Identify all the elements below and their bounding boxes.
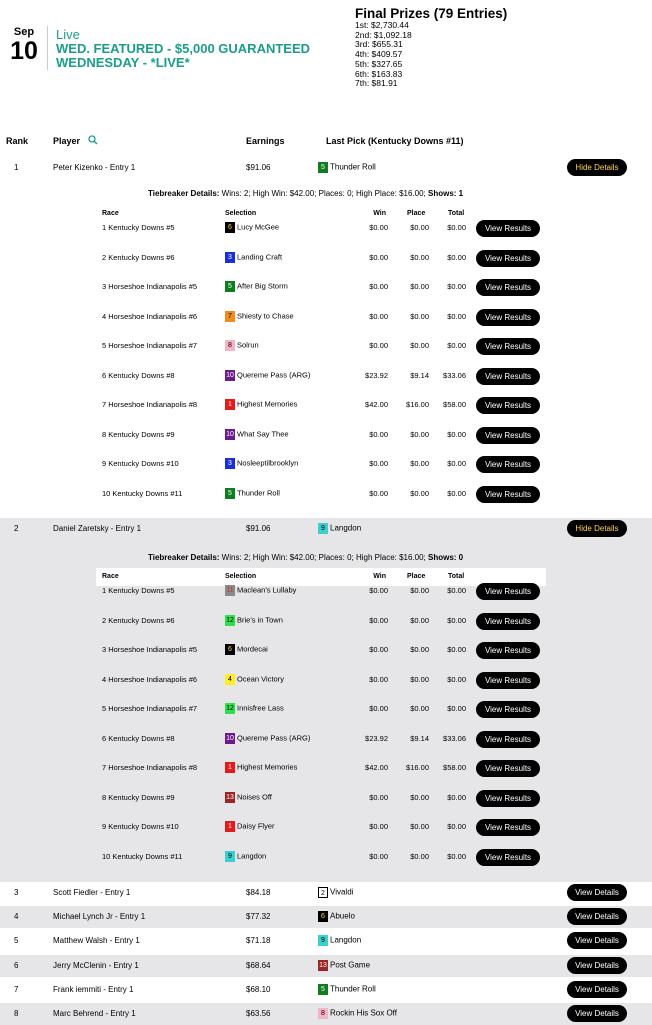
tiebreaker-body: Wins: 2; High Win: $42.00; Places: 0; High Place: $16.00;	[219, 553, 426, 562]
last-pick	[318, 523, 361, 534]
race-name: 3 Horseshoe Indianapolis #5	[102, 282, 198, 291]
shows-value: 1	[456, 189, 464, 198]
prize-line: 2nd: $1,092.18	[355, 29, 412, 40]
place-amount: $0.00	[410, 704, 429, 713]
selection-name: Nosleeptilbrooklyn	[237, 458, 299, 468]
place-amount: $0.00	[410, 430, 429, 439]
selection-name: After Big Storm	[237, 281, 288, 291]
saddlecloth-number: 5	[225, 488, 235, 499]
saddlecloth-number: 9	[318, 935, 328, 946]
player-name: Frank iemmiti - Entry 1	[53, 985, 134, 994]
hide-details-button[interactable]: Hide Details	[567, 520, 627, 537]
selection-name: Quereme Pass (ARG)	[237, 733, 311, 743]
win-amount: $0.00	[369, 822, 388, 831]
race-name: 2 Kentucky Downs #6	[102, 616, 175, 625]
view-results-button[interactable]: View Results	[476, 790, 540, 807]
rank: 7	[14, 985, 19, 994]
saddlecloth-number: 1	[225, 399, 235, 410]
race-selection	[225, 252, 282, 263]
tiebreaker-label: Tiebreaker Details:	[148, 553, 220, 562]
win-amount: $0.00	[369, 430, 388, 439]
race-name: 2 Kentucky Downs #6	[102, 253, 175, 262]
total-amount: $0.00	[447, 675, 466, 684]
place-amount: $0.00	[410, 223, 429, 232]
total-amount: $0.00	[447, 282, 466, 291]
event-title: WED. FEATURED - $5,000 GUARANTEED WEDNESDAY - *LIVE*	[56, 41, 311, 70]
race-row	[0, 279, 652, 297]
last-pick	[318, 1008, 397, 1019]
rank: 8	[14, 1009, 19, 1018]
pick-name: Langdon	[330, 935, 362, 945]
total-amount: $0.00	[447, 586, 466, 595]
saddlecloth-number: 10	[226, 735, 234, 742]
win-amount: $0.00	[369, 586, 388, 595]
earnings: $91.06	[246, 524, 271, 533]
view-details-button[interactable]: View Details	[567, 908, 627, 925]
race-row	[0, 672, 652, 690]
race-row	[0, 701, 652, 719]
event-header	[0, 0, 652, 110]
earnings-header: Earnings	[246, 136, 285, 146]
rank: 3	[14, 888, 19, 897]
view-results-button[interactable]: View Results	[476, 309, 540, 326]
table-row	[0, 518, 652, 540]
saddlecloth-number: 2	[318, 887, 328, 898]
race-name: 5 Horseshoe Indianapolis #7	[102, 704, 198, 713]
race-selection	[225, 429, 289, 440]
race-name: 7 Horseshoe Indianapolis #8	[102, 763, 198, 772]
table-row	[0, 955, 652, 977]
tiebreaker-details	[148, 553, 463, 562]
selection-name: Langdon	[237, 851, 267, 861]
view-results-button[interactable]: View Results	[476, 672, 540, 689]
total-amount: $0.00	[447, 645, 466, 654]
selection-name: Thunder Roll	[237, 488, 280, 498]
race-name: 5 Horseshoe Indianapolis #7	[102, 341, 198, 350]
race-selection	[225, 585, 296, 596]
last-pick-header: Last Pick (Kentucky Downs #11)	[326, 136, 464, 146]
race-row	[0, 790, 652, 808]
race-row	[0, 368, 652, 386]
earnings: $68.10	[246, 985, 271, 994]
saddlecloth-number: 5	[318, 162, 328, 173]
race-name: 1 Kentucky Downs #5	[102, 223, 175, 232]
win-amount: $0.00	[369, 253, 388, 262]
event-month: Sep	[13, 26, 35, 38]
saddlecloth-number: 5	[318, 984, 328, 995]
prize-line: 6th: $163.83	[355, 68, 403, 79]
view-results-button[interactable]: View Results	[476, 701, 540, 718]
saddlecloth-number: 11	[226, 587, 234, 594]
saddlecloth-number: 6	[225, 644, 235, 655]
win-amount: $23.92	[365, 371, 388, 380]
selection-col-header: Selection	[225, 573, 257, 580]
race-selection	[225, 488, 280, 499]
race-selection	[225, 762, 297, 773]
race-name: 7 Horseshoe Indianapolis #8	[102, 400, 198, 409]
race-selection	[225, 674, 284, 685]
saddlecloth-number: 9	[225, 851, 235, 862]
earnings: $71.18	[246, 936, 271, 945]
view-results-button[interactable]: View Results	[476, 731, 540, 748]
last-pick	[318, 960, 370, 971]
race-selection	[225, 340, 259, 351]
win-amount: $0.00	[369, 459, 388, 468]
selection-name: Brie's in Town	[237, 615, 283, 625]
saddlecloth-number: 6	[225, 222, 235, 233]
table-row	[0, 1003, 652, 1025]
total-amount: $0.00	[447, 822, 466, 831]
race-selection	[225, 821, 275, 832]
place-amount: $9.14	[410, 734, 429, 743]
win-amount: $0.00	[369, 793, 388, 802]
race-name: 1 Kentucky Downs #5	[102, 586, 175, 595]
total-amount: $0.00	[447, 341, 466, 350]
rank: 4	[14, 912, 19, 921]
selection-name: Highest Memories	[237, 762, 298, 772]
place-amount: $0.00	[410, 341, 429, 350]
race-col-header: Race	[102, 573, 119, 580]
total-amount: $0.00	[447, 253, 466, 262]
win-amount: $42.00	[365, 400, 388, 409]
race-row	[0, 486, 652, 504]
view-results-button[interactable]: View Results	[476, 338, 540, 355]
selection-name: What Say Thee	[237, 429, 289, 439]
place-amount: $0.00	[410, 282, 429, 291]
total-amount: $58.00	[443, 400, 466, 409]
place-amount: $0.00	[410, 793, 429, 802]
table-row	[0, 906, 652, 928]
total-amount: $0.00	[447, 430, 466, 439]
divider	[47, 26, 48, 70]
pick-name: Thunder Roll	[330, 984, 376, 994]
total-amount: $0.00	[447, 616, 466, 625]
race-row	[0, 220, 652, 238]
saddlecloth-number: 10	[226, 431, 234, 438]
player-name: Marc Behrend - Entry 1	[53, 1009, 136, 1018]
pick-name: Thunder Roll	[330, 162, 376, 172]
last-pick	[318, 911, 355, 922]
race-selection	[225, 399, 297, 410]
win-amount: $0.00	[369, 341, 388, 350]
race-selection	[225, 644, 268, 655]
saddlecloth-number: 12	[226, 617, 234, 624]
selection-name: Solrun	[237, 340, 259, 350]
view-details-button[interactable]: View Details	[567, 932, 627, 949]
prize-line: 5th: $327.65	[355, 58, 403, 69]
race-row	[0, 849, 652, 867]
earnings: $63.56	[246, 1009, 271, 1018]
place-amount: $16.00	[406, 400, 429, 409]
view-results-button[interactable]: View Results	[476, 486, 540, 503]
selection-name: Highest Memories	[237, 399, 298, 409]
total-amount: $0.00	[447, 704, 466, 713]
shows-label: Shows:	[425, 189, 457, 198]
race-name: 3 Horseshoe Indianapolis #5	[102, 645, 198, 654]
total-col-header: Total	[448, 210, 465, 217]
race-name: 8 Kentucky Downs #9	[102, 793, 175, 802]
view-results-button[interactable]: View Results	[476, 279, 540, 296]
race-row	[0, 309, 652, 327]
pick-name: Rockin His Sox Off	[330, 1008, 397, 1018]
race-name: 10 Kentucky Downs #11	[102, 489, 183, 498]
total-amount: $33.06	[443, 734, 466, 743]
saddlecloth-number: 4	[225, 674, 235, 685]
view-details-button[interactable]: View Details	[567, 1005, 627, 1022]
player-name: Michael Lynch Jr - Entry 1	[53, 912, 146, 921]
win-amount: $42.00	[365, 763, 388, 772]
rank: 6	[14, 961, 19, 970]
shows-value: 0	[456, 553, 464, 562]
win-amount: $0.00	[369, 704, 388, 713]
selection-name: Shiesty to Chase	[237, 311, 294, 321]
win-col-header: Win	[373, 573, 386, 580]
total-amount: $0.00	[447, 459, 466, 468]
view-results-button[interactable]: View Results	[476, 760, 540, 777]
saddlecloth-number: 10	[226, 372, 234, 379]
view-results-button[interactable]: View Results	[476, 849, 540, 866]
place-amount: $0.00	[410, 312, 429, 321]
search-icon[interactable]	[88, 135, 98, 147]
selection-name: Daisy Flyer	[237, 821, 275, 831]
race-row	[0, 397, 652, 415]
view-results-button[interactable]: View Results	[476, 250, 540, 267]
race-name: 6 Kentucky Downs #8	[102, 734, 175, 743]
total-amount: $58.00	[443, 763, 466, 772]
selection-col-header: Selection	[225, 210, 257, 217]
win-amount: $0.00	[369, 675, 388, 684]
win-col-header: Win	[373, 210, 386, 217]
view-details-button[interactable]: View Details	[567, 884, 627, 901]
table-row	[0, 882, 652, 904]
win-amount: $23.92	[365, 734, 388, 743]
event-date	[8, 26, 40, 64]
selection-name: Lucy McGee	[237, 222, 280, 232]
rank-header: Rank	[6, 136, 29, 146]
race-selection	[225, 792, 272, 803]
win-amount: $0.00	[369, 312, 388, 321]
race-row	[0, 338, 652, 356]
selection-name: Ocean Victory	[237, 674, 284, 684]
place-amount: $0.00	[410, 852, 429, 861]
race-name: 4 Horseshoe Indianapolis #6	[102, 312, 198, 321]
race-selection	[225, 615, 283, 626]
tiebreaker-label: Tiebreaker Details:	[148, 189, 220, 198]
win-amount: $0.00	[369, 852, 388, 861]
saddlecloth-number: 13	[319, 962, 327, 969]
race-row	[0, 760, 652, 778]
player-name: Scott Fiedler - Entry 1	[53, 888, 131, 897]
prize-line: 1st: $2,730.44	[355, 20, 409, 30]
player-name: Peter Kizenko - Entry 1	[53, 163, 136, 172]
race-name: 9 Kentucky Downs #10	[102, 459, 179, 468]
win-amount: $0.00	[369, 223, 388, 232]
race-selection	[225, 733, 310, 744]
saddlecloth-number: 9	[318, 523, 328, 534]
selection-name: Noises Off	[237, 792, 272, 802]
saddlecloth-number: 3	[225, 252, 235, 263]
saddlecloth-number: 13	[226, 794, 234, 801]
saddlecloth-number: 5	[225, 281, 235, 292]
view-results-button[interactable]: View Results	[476, 220, 540, 237]
rank: 5	[14, 936, 19, 945]
race-col-header: Race	[102, 210, 119, 217]
pick-name: Post Game	[330, 960, 371, 970]
place-amount: $0.00	[410, 675, 429, 684]
view-results-button[interactable]: View Results	[476, 819, 540, 836]
total-amount: $33.06	[443, 371, 466, 380]
last-pick	[318, 162, 376, 173]
view-details-button[interactable]: View Details	[567, 957, 627, 974]
race-selection	[225, 311, 294, 322]
race-row	[0, 427, 652, 445]
place-amount: $0.00	[410, 616, 429, 625]
race-selection	[225, 458, 298, 469]
win-amount: $0.00	[369, 645, 388, 654]
rank: 1	[14, 163, 19, 172]
last-pick	[318, 984, 376, 995]
place-col-header: Place	[407, 210, 426, 217]
player-name: Matthew Walsh - Entry 1	[53, 936, 140, 945]
last-pick	[318, 935, 361, 946]
view-results-button[interactable]: View Results	[476, 583, 540, 600]
view-results-button[interactable]: View Results	[476, 642, 540, 659]
prizes-title: Final Prizes (79 Entries)	[355, 6, 508, 21]
race-name: 9 Kentucky Downs #10	[102, 822, 179, 831]
selection-name: Innisfree Lass	[237, 703, 284, 713]
place-amount: $0.00	[410, 459, 429, 468]
hide-details-button[interactable]: Hide Details	[567, 159, 627, 176]
race-selection	[225, 851, 266, 862]
race-name: 10 Kentucky Downs #11	[102, 852, 183, 861]
win-amount: $0.00	[369, 616, 388, 625]
table-row	[0, 979, 652, 1001]
table-row	[0, 157, 652, 179]
place-amount: $0.00	[410, 253, 429, 262]
race-row	[0, 250, 652, 268]
race-row	[0, 613, 652, 631]
race-name: 8 Kentucky Downs #9	[102, 430, 175, 439]
selection-name: Quereme Pass (ARG)	[237, 370, 311, 380]
earnings: $84.18	[246, 888, 271, 897]
prize-line: 7th: $81.91	[355, 78, 398, 89]
place-col-header: Place	[407, 573, 426, 580]
race-selection	[225, 703, 284, 714]
event-status: Live	[56, 27, 80, 42]
race-selection	[225, 222, 279, 233]
place-amount: $9.14	[410, 371, 429, 380]
tiebreaker-body: Wins: 2; High Win: $42.00; Places: 0; High Place: $16.00;	[219, 189, 426, 198]
pick-name: Vivaldi	[330, 887, 354, 897]
selection-name: Maclean's Lullaby	[237, 585, 297, 595]
saddlecloth-number: 12	[226, 705, 234, 712]
earnings: $77.32	[246, 912, 271, 921]
place-amount: $0.00	[410, 489, 429, 498]
total-amount: $0.00	[447, 223, 466, 232]
selection-name: Mordecai	[237, 644, 268, 654]
saddlecloth-number: 8	[225, 340, 235, 351]
event-info	[56, 27, 326, 70]
place-amount: $16.00	[406, 763, 429, 772]
saddlecloth-number: 1	[225, 762, 235, 773]
player-name: Jerry McClenin - Entry 1	[53, 961, 139, 970]
earnings: $68.64	[246, 961, 271, 970]
tiebreaker-details	[148, 189, 463, 198]
race-selection	[225, 370, 310, 381]
view-results-button[interactable]: View Results	[476, 427, 540, 444]
place-amount: $0.00	[410, 645, 429, 654]
race-row	[0, 583, 652, 601]
pick-name: Langdon	[330, 523, 362, 533]
prize-line: 3rd: $655.31	[355, 39, 403, 50]
race-row	[0, 642, 652, 660]
view-results-button[interactable]: View Results	[476, 397, 540, 414]
win-amount: $0.00	[369, 282, 388, 291]
total-amount: $0.00	[447, 793, 466, 802]
view-results-button[interactable]: View Results	[476, 456, 540, 473]
place-amount: $0.00	[410, 822, 429, 831]
earnings: $91.06	[246, 163, 271, 172]
win-amount: $0.00	[369, 489, 388, 498]
saddlecloth-number: 8	[318, 1008, 328, 1019]
last-pick	[318, 887, 353, 898]
rank: 2	[14, 524, 19, 533]
race-name: 6 Kentucky Downs #8	[102, 371, 175, 380]
total-amount: $0.00	[447, 489, 466, 498]
race-row	[0, 731, 652, 749]
shows-label: Shows:	[425, 553, 457, 562]
saddlecloth-number: 1	[225, 821, 235, 832]
view-results-button[interactable]: View Results	[476, 613, 540, 630]
saddlecloth-number: 7	[225, 311, 235, 322]
total-amount: $0.00	[447, 312, 466, 321]
view-details-button[interactable]: View Details	[567, 981, 627, 998]
total-amount: $0.00	[447, 852, 466, 861]
final-prizes	[355, 6, 507, 89]
saddlecloth-number: 6	[318, 911, 328, 922]
selection-name: Landing Craft	[237, 252, 283, 262]
prize-line: 4th: $409.57	[355, 49, 403, 60]
saddlecloth-number: 3	[225, 458, 235, 469]
race-row	[0, 456, 652, 474]
player-header: Player	[53, 136, 81, 146]
race-selection	[225, 281, 288, 292]
total-col-header: Total	[448, 573, 465, 580]
event-day: 10	[10, 37, 38, 65]
player-name: Daniel Zaretsky - Entry 1	[53, 524, 142, 533]
pick-name: Abuelo	[330, 911, 355, 921]
place-amount: $0.00	[410, 586, 429, 595]
race-name: 4 Horseshoe Indianapolis #6	[102, 675, 198, 684]
race-row	[0, 819, 652, 837]
view-results-button[interactable]: View Results	[476, 368, 540, 385]
table-row	[0, 930, 652, 952]
